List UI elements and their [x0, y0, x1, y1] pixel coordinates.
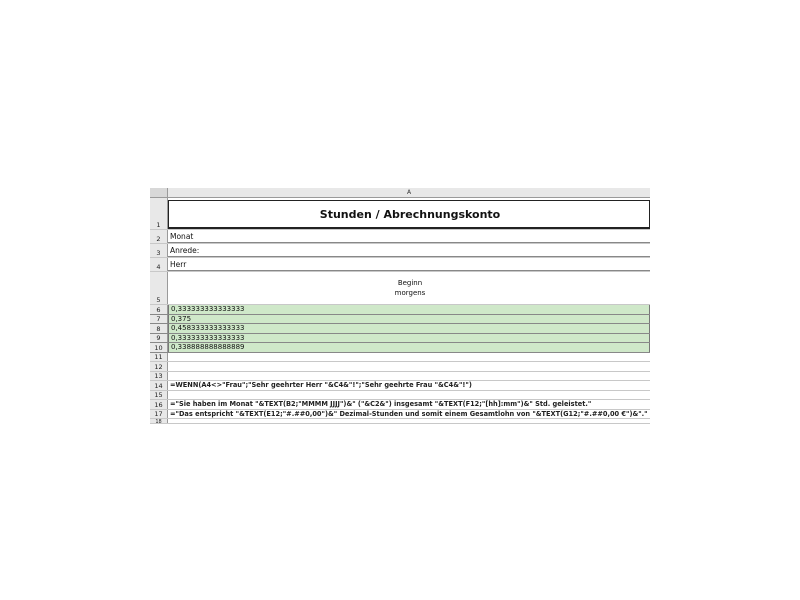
sheet-row-14	[150, 381, 650, 391]
cell-a10[interactable]: 0,338888888888889	[168, 343, 650, 352]
row-number[interactable]: 8	[150, 324, 168, 333]
row-number[interactable]: 17	[150, 410, 168, 419]
row-number[interactable]: 15	[150, 391, 168, 400]
column-header-a[interactable]: A	[406, 189, 412, 196]
column-header-row	[150, 188, 650, 198]
row-number[interactable]: 10	[150, 343, 168, 352]
spreadsheet-grid	[150, 188, 650, 424]
select-all-corner[interactable]	[150, 188, 168, 197]
row-number[interactable]: 4	[150, 258, 168, 271]
cell-a17-formula[interactable]: ="Das entspricht "&TEXT(E12;"#.##0,00")&" Dezimal-Stunden und somit einem Gesamtlohn von "&TEXT(G12;"#.##0,00 €")&"."	[170, 409, 648, 418]
header-line-1: Beginn	[397, 279, 423, 287]
sheet-row-1	[150, 198, 650, 230]
sheet-row-15	[150, 391, 650, 401]
cell-a9[interactable]: 0,333333333333333	[168, 334, 650, 343]
sheet-row-5	[150, 272, 650, 305]
sheet-row-17	[150, 410, 650, 420]
sheet-row-3	[150, 244, 650, 258]
sheet-row-13	[150, 372, 650, 382]
cell-a6[interactable]: 0,333333333333333	[168, 305, 650, 314]
row-number[interactable]: 6	[150, 305, 168, 314]
cell-a4[interactable]: Herr	[168, 258, 650, 271]
sheet-row-6	[150, 305, 650, 315]
cell-a11[interactable]	[168, 353, 650, 362]
row-number[interactable]: 16	[150, 400, 168, 409]
row-number[interactable]: 3	[150, 244, 168, 257]
sheet-row-16	[150, 400, 650, 410]
sheet-row-8	[150, 324, 650, 334]
cell-a5-header[interactable]	[168, 272, 650, 304]
sheet-row-18	[150, 419, 650, 424]
row-number[interactable]: 7	[150, 315, 168, 324]
sheet-row-4	[150, 258, 650, 272]
cell-a14-formula[interactable]: =WENN(A4<>"Frau";"Sehr geehrter Herr "&C4&"!";"Sehr geehrte Frau "&C4&"!")	[170, 381, 472, 390]
sheet-row-2	[150, 230, 650, 244]
cell-a13[interactable]	[168, 372, 650, 381]
row-number[interactable]: 14	[150, 381, 168, 390]
cell-a18[interactable]	[168, 419, 650, 423]
cell-a12[interactable]	[168, 362, 650, 371]
sheet-row-9	[150, 334, 650, 344]
cell-a3[interactable]: Anrede:	[168, 244, 650, 257]
sheet-row-12	[150, 362, 650, 372]
sheet-row-11	[150, 353, 650, 363]
cell-a7[interactable]: 0,375	[168, 315, 650, 324]
cell-a1-title[interactable]: Stunden / Abrechnungskonto	[168, 200, 650, 229]
row-number[interactable]: 2	[150, 230, 168, 243]
cell-a2[interactable]: Monat	[168, 230, 650, 243]
cell-a16-formula[interactable]: ="Sie haben im Monat "&TEXT(B2;"MMMM JJJJ")&" ("&C2&") insgesamt "&TEXT(F12;"[hh]:mm")&" Std. geleistet."	[170, 400, 592, 409]
row-number[interactable]: 1	[150, 198, 168, 229]
sheet-row-7	[150, 315, 650, 325]
cell-a15[interactable]	[168, 391, 650, 400]
header-line-2: morgens	[394, 289, 426, 297]
row-number[interactable]: 12	[150, 362, 168, 371]
cell-a8[interactable]: 0,458333333333333	[168, 324, 650, 333]
row-number[interactable]: 9	[150, 334, 168, 343]
row-number[interactable]: 13	[150, 372, 168, 381]
sheet-row-10	[150, 343, 650, 353]
row-number[interactable]: 18	[150, 419, 168, 423]
row-number[interactable]: 5	[150, 272, 168, 304]
row-number[interactable]: 11	[150, 353, 168, 362]
